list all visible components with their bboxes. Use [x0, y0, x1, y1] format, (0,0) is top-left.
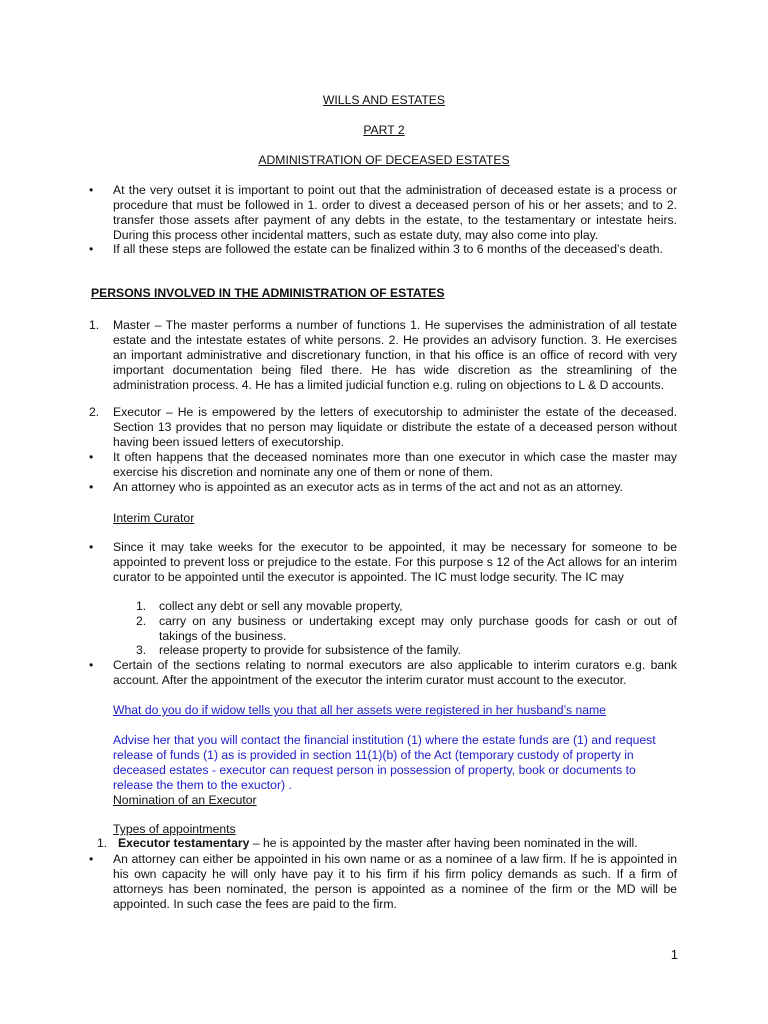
executor-bullet-2: An attorney who is appointed as an executor acts as in terms of the act and not as an attorney.	[113, 480, 623, 494]
bullet-icon: •	[89, 183, 94, 197]
executor-testamentary-text: – he is appointed by the master after having been nominated in the will.	[249, 836, 638, 850]
interim-paragraph: Since it may take weeks for the executor to be appointed, it may be necessary for someone to be appointed to prevent loss or prejudice to the estate. For this purpose s 12 of the Act allows for an interim curator to be appointed until the executor is appointed. The IC must lodge security. The IC may	[113, 540, 677, 584]
interim-item-3: release property to provide for subsistence of the family.	[159, 643, 461, 657]
bullet-icon: •	[89, 540, 94, 554]
answer-text: Advise her that you will contact the financial institution (1) where the estate funds are (1) and request release of funds (1) as is provided in section 11(1)(b) of the Act (temporary custody of property in deceased estates - executor can request person in possession of property, book or documents to release the them to the exuctor) .	[113, 733, 656, 792]
list-number: 3.	[136, 643, 147, 657]
master-paragraph: Master – The master performs a number of functions 1. He supervises the administration of all testate estate and the intestate estates of white persons. 2. He provides an advisory function. 3. He exercises an important administrative and discretionary function, in that his office is an office of record with very important documentation being filed there. He has wide discretion as the streamlining of the administration process. 4. He has a limited judicial function e.g. ruling on objections to L & D accounts.	[113, 318, 677, 392]
part-heading: PART 2	[363, 123, 405, 137]
interim-after-paragraph: Certain of the sections relating to normal executors are also applicable to interim curators e.g. bank account. After the appointment of the executor the interim curator must account to the executor.	[113, 658, 677, 687]
list-number: 1.	[89, 318, 100, 332]
bullet-icon: •	[89, 658, 94, 672]
executor-testamentary-item	[118, 836, 678, 851]
list-number: 1.	[136, 599, 147, 613]
document-title: WILLS AND ESTATES	[322, 93, 446, 107]
bullet-icon: •	[89, 242, 94, 256]
section-heading: PERSONS INVOLVED IN THE ADMINISTRATION OF ESTATES	[91, 286, 445, 300]
bullet-icon: •	[89, 852, 94, 866]
intro-paragraph-1: At the very outset it is important to point out that the administration of deceased estate is a process or procedure that must be followed in 1. order to divest a deceased person of his or her assets; and to 2. transfer those assets after payment of any debts in the estate, to the testamentary or intestate heirs. During this process other incidental matters, such as estate duty, may also come into play.	[113, 183, 677, 242]
document-subtitle: ADMINISTRATION OF DECEASED ESTATES	[258, 153, 510, 167]
nomination-heading: Nomination of an Executor	[113, 793, 257, 807]
page-number: 1	[670, 947, 678, 962]
list-number: 2.	[136, 614, 147, 628]
intro-paragraph-2: If all these steps are followed the estate can be finalized within 3 to 6 months of the deceased’s death.	[113, 242, 663, 256]
list-number: 1.	[97, 836, 108, 850]
interim-item-1: collect any debt or sell any movable property,	[159, 599, 403, 613]
executor-testamentary-term: Executor testamentary	[118, 836, 250, 850]
executor-paragraph: Executor – He is empowered by the letters of executorship to administer the estate of the deceased. Section 13 provides that no person may liquidate or distribute the estate of a deceased person without having been issued letters of executorship.	[113, 405, 677, 449]
interim-item-2: carry on any business or undertaking except may only purchase goods for cash or out of takings of the business.	[159, 614, 677, 643]
bullet-icon: •	[89, 480, 94, 494]
attorney-paragraph: An attorney can either be appointed in his own name or as a nominee of a law firm. If he is appointed in his own capacity he will only have pay it to his firm if his firm policy demands as such. If a firm of attorneys has been nominated, the person is appointed as a nominee of the firm or the MD will be appointed. In such case the fees are paid to the firm.	[113, 852, 677, 911]
executor-bullet-1: It often happens that the deceased nominates more than one executor in which case the master may exercise his discretion and nominate any one of them or none of them.	[113, 450, 677, 479]
interim-curator-heading: Interim Curator	[113, 511, 195, 525]
list-number: 2.	[89, 405, 100, 419]
types-heading: Types of appointments	[113, 822, 236, 836]
bullet-icon: •	[89, 450, 94, 464]
question-text: What do you do if widow tells you that all her assets were registered in her husband’s name	[113, 703, 606, 717]
